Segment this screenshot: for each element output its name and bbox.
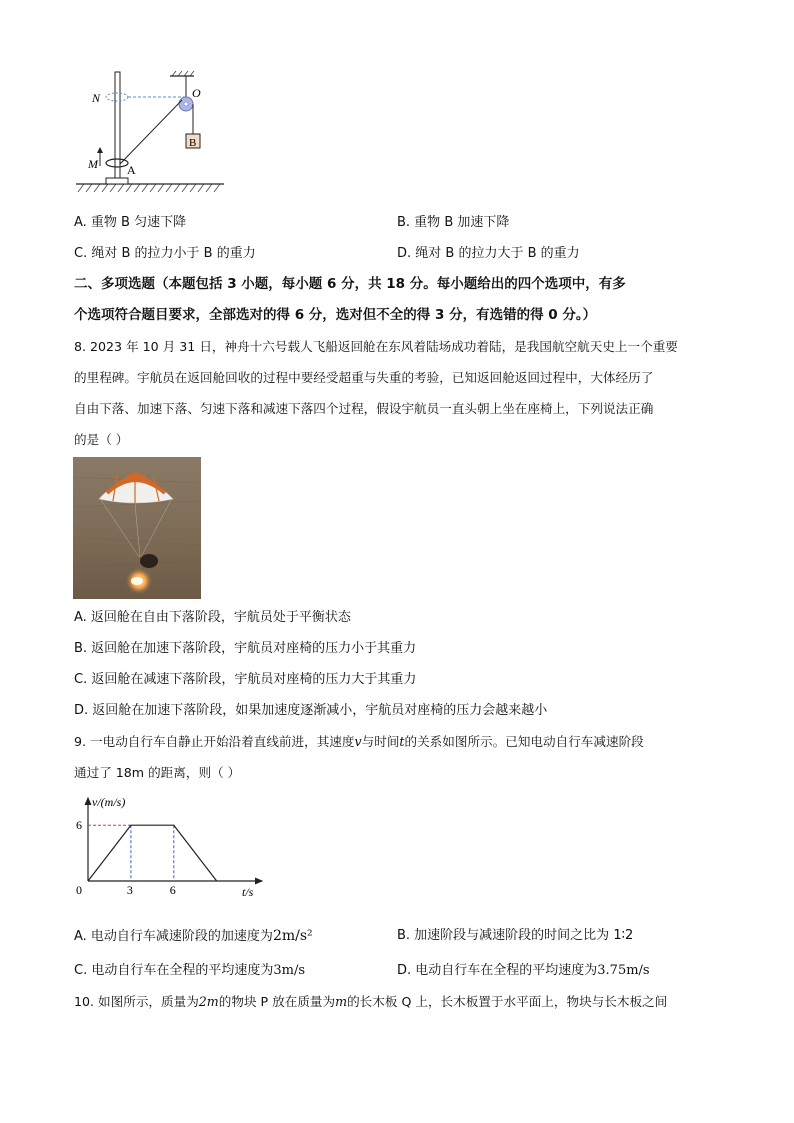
q7-option-b: B. 重物 B 加速下降 [397, 215, 510, 230]
section2-heading-line1: 二、多项选题（本题包括 3 小题，每小题 6 分，共 18 分。每小题给出的四个选项中，有多 [74, 276, 626, 292]
q9-option-d: D. 电动自行车在全程的平均速度为3.75m/s [397, 963, 650, 978]
q9-option-a: A. 电动自行车减速阶段的加速度为2m/s² [74, 928, 313, 944]
q9-text-line2: 通过了 18m 的距离，则（ ） [74, 765, 241, 780]
label-m: M [88, 157, 98, 171]
x-tick-label: 0 [76, 883, 82, 897]
label-o: O [192, 86, 201, 100]
q9-option-b: B. 加速阶段与减速阶段的时间之比为 1∶2 [397, 928, 634, 943]
q9-option-c: C. 电动自行车在全程的平均速度为3m/s [74, 963, 305, 978]
vertical-pole [115, 72, 120, 178]
pole-base [106, 178, 128, 184]
label-b: B [189, 137, 197, 149]
x-axis-label: t/s [242, 885, 254, 899]
q8-text-line3: 自由下落、加速下落、匀速下落和减速下落四个过程，假设宇航员一直头朝上坐在座椅上，下列说法正确 [74, 401, 654, 416]
velocity-line [88, 825, 217, 881]
q8-text-line2: 的里程碑。宇航员在返回舱回收的过程中要经受超重与失重的考验，已知返回舱返回过程中，大体经历了 [74, 370, 654, 385]
velocity-time-chart [72, 792, 272, 902]
y-tick-label: 6 [76, 818, 82, 833]
ground-hatch [78, 184, 220, 192]
q7-option-c: C. 绳对 B 的拉力小于 B 的重力 [74, 246, 256, 261]
pulley-diagram [72, 66, 232, 196]
capsule-landing-photo [73, 457, 201, 599]
x-tick-label: 3 [126, 883, 133, 897]
label-a: A [127, 163, 136, 177]
q7-option-d: D. 绳对 B 的拉力大于 B 的重力 [397, 246, 580, 261]
q10-text-line1: 10. 如图所示，质量为2m的物块 P 放在质量为m的长木板 Q 上，长木板置于水平面上，物块与长木板之间 [74, 994, 668, 1009]
label-n: N [92, 91, 101, 105]
q8-option-c: C. 返回舱在减速下落阶段，宇航员对座椅的压力大于其重力 [74, 672, 417, 687]
q8-option-b: B. 返回舱在加速下落阶段，宇航员对座椅的压力小于其重力 [74, 641, 417, 656]
q8-text-line1: 8. 2023 年 10 月 31 日，神舟十六号载人飞船返回舱在东风着陆场成功着陆，是我国航空航天史上一个重要 [74, 339, 678, 354]
x-tick-label: 6 [169, 883, 176, 897]
q8-option-d: D. 返回舱在加速下落阶段，如果加速度逐渐减小，宇航员对座椅的压力会越来越小 [74, 703, 548, 718]
q8-option-a: A. 返回舱在自由下落阶段，宇航员处于平衡状态 [74, 610, 351, 625]
rope-a [120, 100, 182, 164]
q8-text-line4: 的是（ ） [74, 432, 129, 447]
q7-option-a: A. 重物 B 匀速下降 [74, 215, 187, 230]
q9-text-line1: 9. 一电动自行车自静止开始沿着直线前进，其速度v与时间t的关系如图所示。已知电动自行车减速阶段 [74, 734, 644, 749]
section2-heading-line2: 个选项符合题目要求，全部选对的得 6 分，选对但不全的得 3 分，有选错的得 0 分。） [74, 307, 597, 323]
y-axis-label: v/(m/s) [92, 795, 126, 809]
